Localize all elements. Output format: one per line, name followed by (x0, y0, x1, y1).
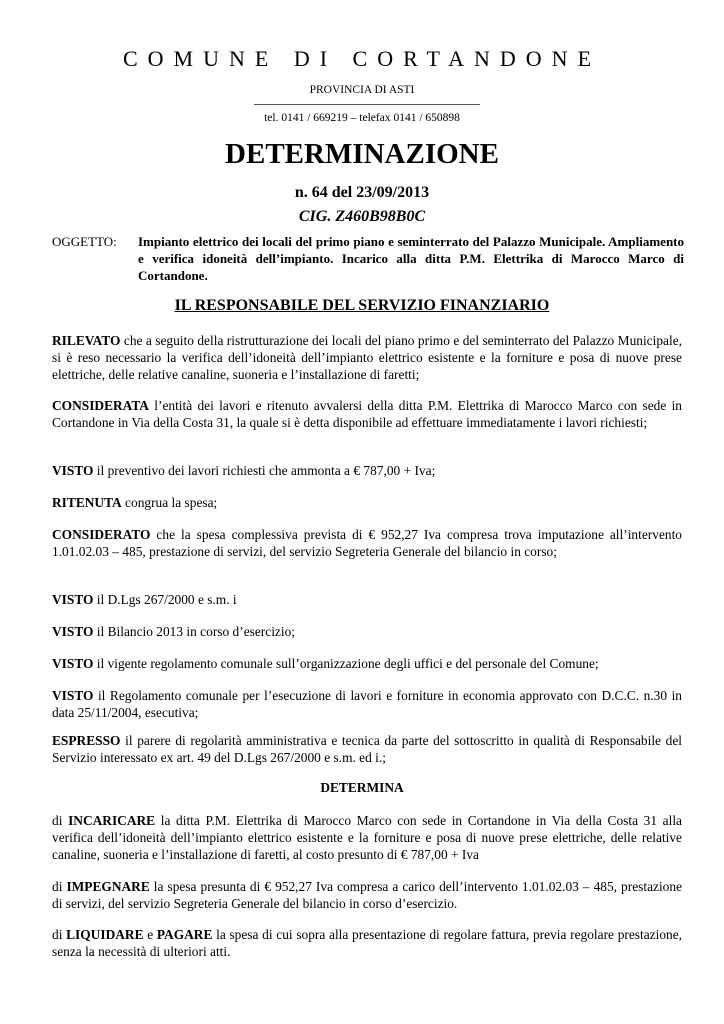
document-title: DETERMINAZIONE (225, 138, 499, 170)
subject-block (52, 233, 684, 284)
paragraph-lead: CONSIDERATA (52, 398, 149, 413)
subject-text: Impianto elettrico dei locali del primo piano e seminterrato del Palazzo Municipale. Ampliamento e verifica idoneità dell’impianto. Incarico alla ditta P.M. Elettrika di Marocco Marco di Cortandone. (138, 234, 684, 283)
paragraph-text: congrua la spesa; (121, 495, 218, 510)
header-divider (254, 104, 480, 105)
paragraph-visto-economia (52, 687, 682, 721)
paragraph-ritenuta (52, 494, 682, 511)
item-lead-2: PAGARE (156, 927, 213, 942)
paragraph-lead: VISTO (52, 592, 94, 607)
paragraph-lead: RITENUTA (52, 495, 122, 510)
determina-item-incaricare (52, 812, 682, 863)
paragraph-lead: ESPRESSO (52, 733, 121, 748)
paragraph-considerata (52, 397, 682, 431)
comune-heading: COMUNE DI CORTANDONE (122, 46, 602, 71)
item-lead: INCARICARE (68, 813, 156, 828)
paragraph-text: il Regolamento comunale per l’esecuzione di lavori e forniture in economia approvato con D.C.C. n.30 in data 25/11/2004, esecutiva; (52, 688, 682, 720)
determination-number: n. 64 del 23/09/2013 (294, 184, 430, 201)
paragraph-text: che a seguito della ristrutturazione dei locali del piano primo e del seminterrato del Palazzo Municipale, si è reso necessario la verifica dell’idoneità dell’impianto elettrico esistente e la forniture e posa di nuove prese elettriche, delle relative canaline, suoneria e l’installazione di faretti; (52, 333, 682, 382)
subject-label: OGGETTO: (52, 234, 117, 249)
paragraph-lead: CONSIDERATO (52, 527, 151, 542)
paragraph-lead: VISTO (52, 656, 94, 671)
contact-line: tel. 0141 / 669219 – telefax 0141 / 650898 (264, 112, 460, 124)
paragraph-lead: RILEVATO (52, 333, 121, 348)
paragraph-text: che la spesa complessiva prevista di € 952,27 Iva compresa trova imputazione all’intervento 1.01.02.03 – 485, prestazione di servizi, del servizio Segreteria Generale del bilancio in corso; (52, 527, 682, 559)
determina-item-impegnare (52, 878, 682, 912)
paragraph-text: il preventivo dei lavori richiesti che ammonta a € 787,00 + Iva; (93, 463, 436, 478)
item-lead: LIQUIDARE (66, 927, 144, 942)
item-prefix: di (52, 813, 69, 828)
paragraph-visto-bilancio (52, 623, 682, 640)
item-mid: e (143, 927, 157, 942)
item-prefix: di (52, 879, 67, 894)
provincia-label: PROVINCIA DI ASTI (309, 84, 415, 96)
cig-code: CIG. Z460B98B0C (298, 208, 426, 225)
item-text: la spesa presunta di € 952,27 Iva compresa a carico dell’intervento 1.01.02.03 – 485, prestazione di servizi, del servizio Segreteria Generale del bilancio in corso d’esercizio. (52, 879, 683, 911)
determina-heading: DETERMINA (320, 780, 404, 795)
item-text: la ditta P.M. Elettrika di Marocco Marco con sede in Cortandone in Via della Costa 31 alla verifica dell’idoneità dell’impianto elettrico esistente e la forniture e posa di nuove prese elettriche, delle relative canaline, suoneria e l’installazione di faretti, al costo presunto di € 787,00 + Iva (52, 813, 683, 862)
item-lead: IMPEGNARE (66, 879, 150, 894)
paragraph-espresso (52, 732, 682, 766)
paragraph-rilevato (52, 332, 682, 383)
paragraph-lead: VISTO (52, 624, 94, 639)
determina-item-liquidare (52, 926, 682, 960)
responsible-heading: IL RESPONSABILE DEL SERVIZIO FINANZIARIO (174, 297, 550, 314)
paragraph-text: il D.Lgs 267/2000 e s.m. i (93, 592, 237, 607)
paragraph-considerato (52, 526, 682, 560)
paragraph-visto-preventivo (52, 462, 682, 479)
paragraph-visto-dlgs (52, 591, 682, 608)
paragraph-text: il vigente regolamento comunale sull’organizzazione degli uffici e del personale del Comune; (93, 656, 599, 671)
paragraph-text: il parere di regolarità amministrativa e tecnica da parte del sottoscritto in qualità di Responsabile del Servizio interessato ex art. 49 del D.Lgs 267/2000 e s.m. ed i.; (52, 733, 682, 765)
item-prefix: di (52, 927, 67, 942)
paragraph-text: il Bilancio 2013 in corso d’esercizio; (93, 624, 295, 639)
paragraph-lead: VISTO (52, 688, 94, 703)
paragraph-text: l’entità dei lavori e ritenuto avvalersi della ditta P.M. Elettrika di Marocco Marco con sede in Cortandone in Via della Costa 31, la quale si è detta disponibile ad effettuare immediatamente i lavori richiesti; (52, 398, 682, 430)
item-text: la spesa di cui sopra alla presentazione di regolare fattura, previa regolare prestazione, senza la necessità di ulteriori atti. (52, 927, 683, 959)
paragraph-lead: VISTO (52, 463, 94, 478)
paragraph-visto-regolamento (52, 655, 682, 672)
